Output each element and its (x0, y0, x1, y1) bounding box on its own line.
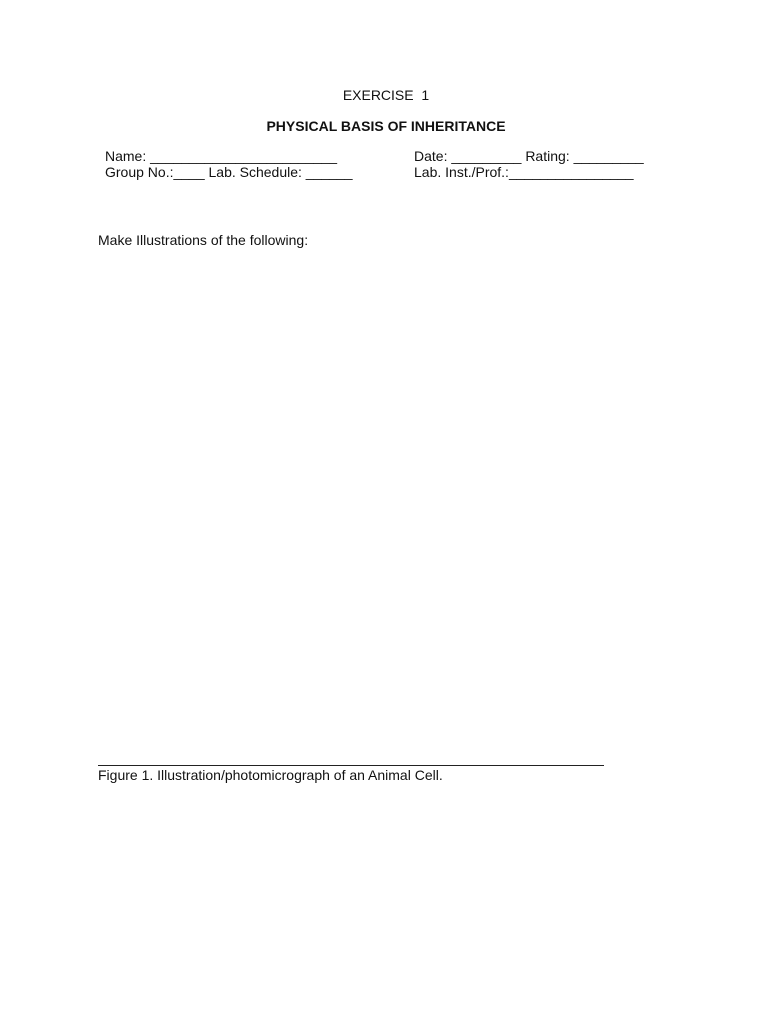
figure-caption: Figure 1. Illustration/photomicrograph of an Animal Cell. (98, 767, 443, 783)
page-title: PHYSICAL BASIS OF INHERITANCE (266, 118, 506, 134)
name-field[interactable]: Name: ________________________ (105, 148, 337, 164)
figure-divider (98, 765, 604, 766)
date-rating-field[interactable]: Date: _________ Rating: _________ (414, 148, 644, 164)
illustration-area[interactable] (98, 258, 604, 758)
group-schedule-field[interactable]: Group No.:____ Lab. Schedule: ______ (105, 164, 353, 180)
instructor-field[interactable]: Lab. Inst./Prof.:________________ (414, 164, 634, 180)
exercise-number: EXERCISE 1 (342, 87, 430, 103)
instructions-text: Make Illustrations of the following: (98, 232, 309, 248)
